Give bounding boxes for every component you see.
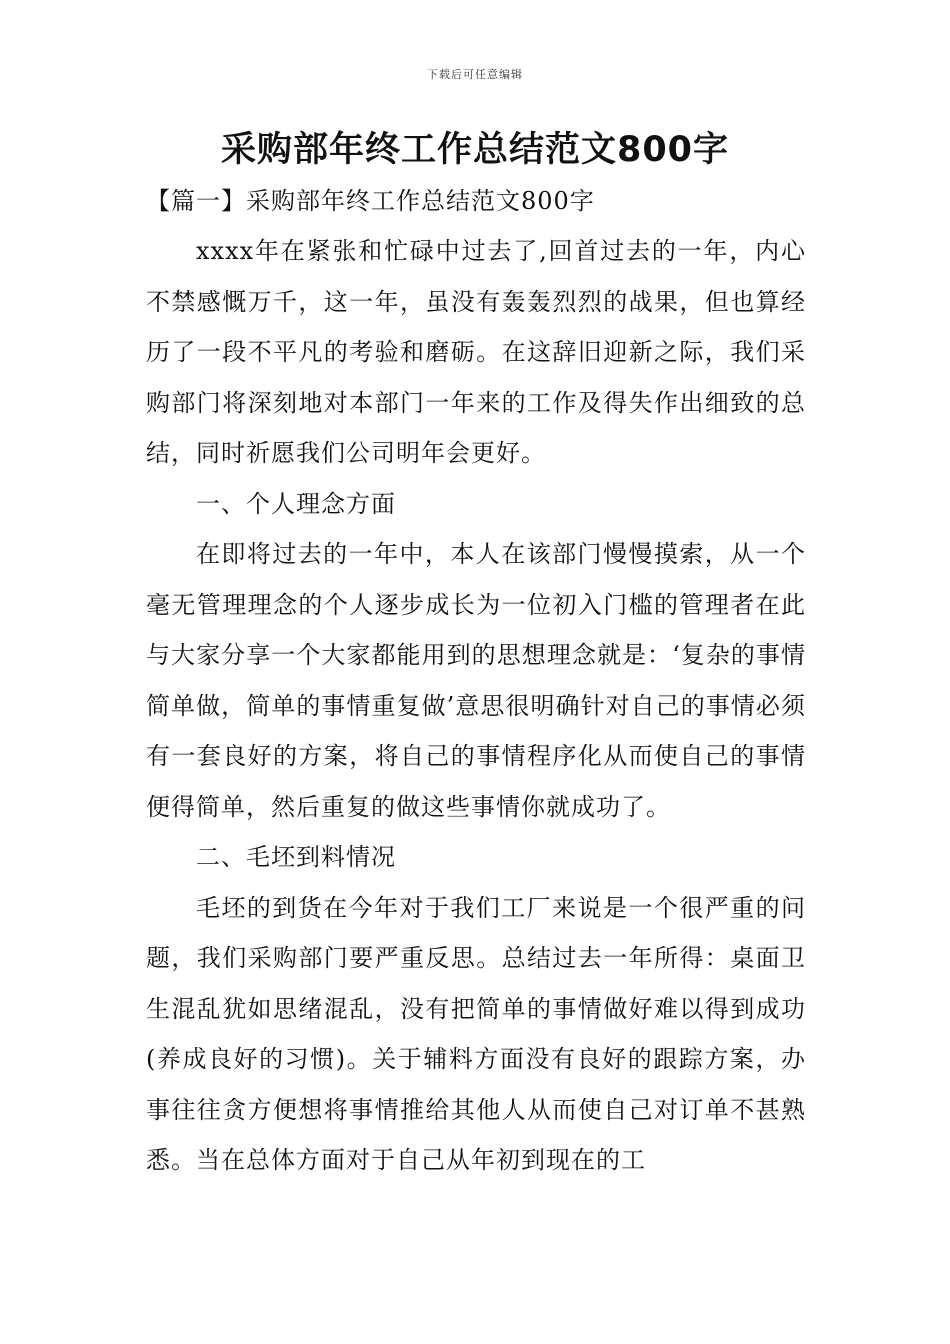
heading-blank-materials: 二、毛坯到料情况: [196, 843, 396, 871]
document-title: 采购部年终工作总结范文800字: [220, 130, 730, 170]
paragraph-blank-materials: 毛坯的到货在今年对于我们工厂来说是一个很严重的问题，我们采购部门要严重反思。总结过去一年所得：桌面卫生混乱犹如思绪混乱，没有把简单的事情做好难以得到成功(养成良好的习惯)。关于辅料方面没有良好的跟踪方案，办事往往贪方便想将事情推给其他人从而使自己对订单不甚熟悉。当在总体方面对于自己从年初到现在的工: [146, 893, 806, 1174]
heading-personal-philosophy: 一、个人理念方面: [196, 489, 396, 518]
paragraph-personal-philosophy: 在即将过去的一年中，本人在该部门慢慢摸索，从一个毫无管理理念的个人逐步成长为一位初入门槛的管理者在此与大家分享一个大家都能用到的思想理念就是：‘复杂的事情简单做，简单的事情重复做’意思很明确针对自己的事情必须有一套良好的方案，将自己的事情程序化从而使自己的事情便得简单，然后重复的做这些事情你就成功了。: [146, 540, 806, 821]
header-note: 下载后可任意编辑: [427, 68, 523, 81]
paragraph-intro: xxxx年在紧张和忙碌中过去了,回首过去的一年，内心不禁感慨万千，这一年，虽没有轰轰烈烈的战果，但也算经历了一段不平凡的考验和磨砺。在这辞旧迎新之际，我们采购部门将深刻地对本部门一年来的工作及得失作出细致的总结，同时祈愿我们公司明年会更好。: [146, 237, 806, 467]
document-body: [146, 176, 806, 1186]
section-label: 【篇一】采购部年终工作总结范文800字: [146, 187, 595, 215]
